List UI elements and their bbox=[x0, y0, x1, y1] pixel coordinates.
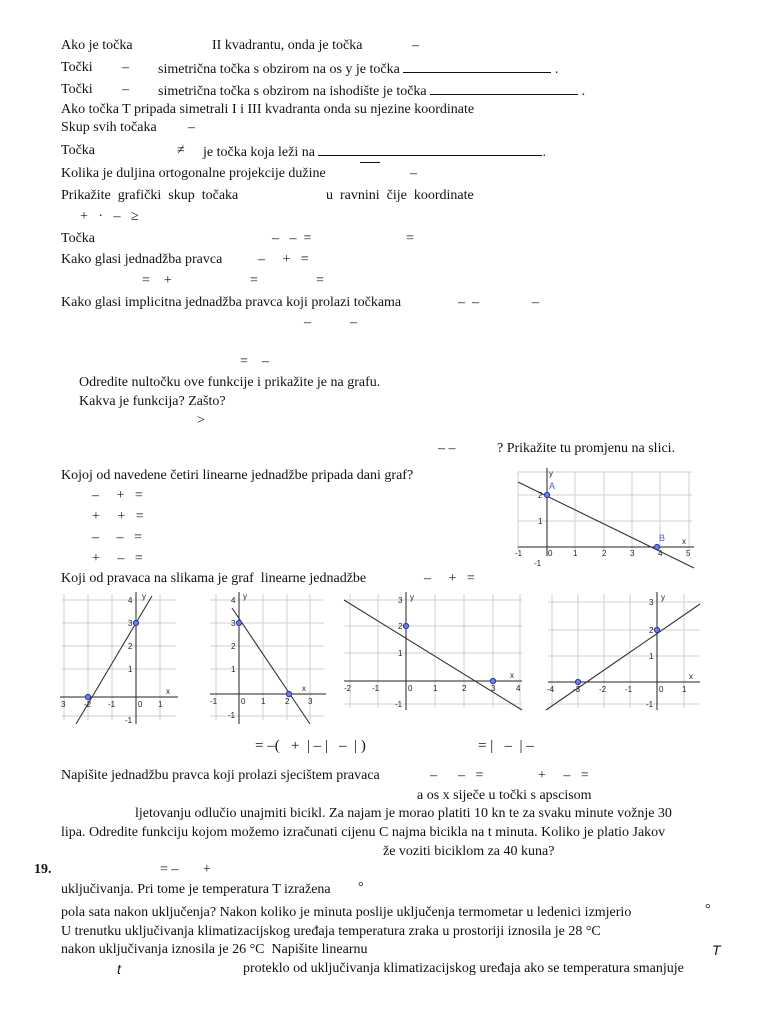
option-d: + – = bbox=[92, 551, 143, 566]
q-line-4: Ako točka T pripada simetrali I i III kvadranta onda su njezine koordinate bbox=[61, 102, 475, 117]
q-line-25b: – + = bbox=[424, 571, 475, 586]
answer-blank[interactable] bbox=[318, 143, 542, 156]
x-tick: -3 bbox=[573, 685, 581, 694]
q-line-36: nakon uključivanja iznosila je 26 °C Napišite linearnu bbox=[61, 942, 368, 957]
y-tick: 3 bbox=[398, 596, 403, 605]
q-line-6c: je točka koja leži na . bbox=[203, 145, 546, 160]
q-line-3b: – bbox=[122, 82, 129, 97]
q-line-2b: – bbox=[122, 60, 129, 75]
graph-4 bbox=[544, 590, 704, 714]
q-line-6: Točka bbox=[61, 143, 96, 158]
q-line-1b: II kvadrantu, onda je točka bbox=[212, 38, 363, 53]
y-axis-label: y bbox=[410, 593, 414, 602]
q-line-1c: – bbox=[412, 38, 419, 53]
q-line-27b: – – = bbox=[430, 768, 484, 783]
q-line-11: Kako glasi jednadžba pravca bbox=[61, 252, 223, 267]
x-tick: 0 bbox=[241, 697, 246, 706]
answer-blank[interactable] bbox=[430, 82, 578, 95]
q-line-3c: simetrična točka s obzirom na ishodište je točka . bbox=[158, 84, 586, 99]
option-b: + + = bbox=[92, 509, 144, 524]
graph-3 bbox=[340, 590, 524, 714]
q-line-18: > bbox=[197, 413, 205, 428]
q-line-12: = + bbox=[142, 273, 172, 288]
q-line-10c: = bbox=[406, 231, 414, 246]
q-line-28: a os x siječe u točki s apscisom bbox=[417, 788, 592, 803]
x-tick: 2 bbox=[462, 684, 467, 693]
q-line-14b: – bbox=[350, 315, 357, 330]
x-tick: -1 bbox=[108, 700, 116, 709]
point-a-label: A bbox=[549, 481, 556, 491]
x-tick: 2 bbox=[602, 549, 607, 558]
q-line-17: Kakva je funkcija? Zašto? bbox=[79, 394, 226, 409]
degree-mark-2: ° bbox=[705, 902, 711, 917]
y-tick: -1 bbox=[646, 700, 654, 709]
x-tick: 3 bbox=[491, 684, 496, 693]
x-tick: 3 bbox=[61, 700, 66, 709]
graph-3-y-intercept bbox=[403, 623, 408, 628]
y-tick: 2 bbox=[398, 622, 403, 631]
q-line-13: Kako glasi implicitna jednadžba pravca koji prolazi točkama bbox=[61, 295, 402, 310]
q-line-7: Kolika je duljina ortogonalne projekcije dužine bbox=[61, 166, 326, 181]
y-tick: 1 bbox=[538, 517, 543, 526]
q-line-15: = – bbox=[240, 354, 269, 369]
x-axis-label: x bbox=[302, 684, 306, 693]
q-line-9: + · – ≥ bbox=[80, 209, 139, 224]
x-tick: 1 bbox=[261, 697, 266, 706]
y-tick: 2 bbox=[538, 491, 543, 500]
x-tick: 4 bbox=[516, 684, 521, 693]
q-line-37b: proteklo od uključivanja klimatizacijskog uređaja ako se temperatura smanjuje bbox=[243, 961, 684, 976]
y-tick: -1 bbox=[395, 700, 403, 709]
graph-1 bbox=[58, 590, 182, 726]
x-tick: 1 bbox=[433, 684, 438, 693]
graph-4-x-intercept bbox=[575, 679, 580, 684]
q-line-2c: simetrična točka s obzirom na os y je točka . bbox=[158, 62, 559, 77]
x-tick: 0 bbox=[548, 549, 553, 558]
q-line-1: Ako je točka bbox=[61, 38, 133, 53]
main-graph-grid bbox=[518, 472, 692, 550]
var-t-lower: t bbox=[117, 961, 121, 977]
graph-2-x-intercept bbox=[286, 691, 291, 696]
x-tick: 1 bbox=[158, 700, 163, 709]
x-axis-label: x bbox=[689, 672, 693, 681]
main-graph bbox=[510, 464, 700, 572]
x-tick: 2 bbox=[285, 697, 290, 706]
x-axis-label: x bbox=[682, 537, 686, 546]
x-tick: -2 bbox=[84, 700, 92, 709]
x-tick: 0 bbox=[138, 700, 143, 709]
y-tick: 1 bbox=[398, 649, 403, 658]
q-line-26: = –( + | – | – | ) bbox=[255, 738, 366, 754]
graph-1-x-intercept bbox=[85, 694, 90, 699]
option-c: – – = bbox=[92, 530, 142, 545]
q-line-32b: = – + bbox=[160, 862, 211, 877]
y-tick: 1 bbox=[231, 665, 236, 674]
x-axis-label: x bbox=[510, 671, 514, 680]
q-line-31: že voziti biciklom za 40 kuna? bbox=[383, 844, 555, 859]
x-tick: 3 bbox=[308, 697, 313, 706]
point-b-label: B bbox=[659, 533, 666, 543]
q-line-7b: – bbox=[410, 166, 417, 181]
q-line-33: uključivanja. Pri tome je temperatura T izražena bbox=[61, 882, 331, 897]
x-tick: 0 bbox=[659, 685, 664, 694]
q-line-25: Koji od pravaca na slikama je graf linearne jednadžbe bbox=[61, 571, 367, 586]
graph-2-y-intercept bbox=[236, 620, 241, 625]
graph-1-y-intercept bbox=[133, 620, 138, 625]
q-line-6b: ≠ bbox=[177, 143, 185, 158]
q-line-10: Točka bbox=[61, 231, 96, 246]
x-tick: 5 bbox=[686, 549, 691, 558]
y-tick: 3 bbox=[231, 619, 236, 628]
q-line-11b: – + = bbox=[258, 252, 309, 267]
q-line-34: pola sata nakon uključenja? Nakon koliko je minuta poslije uključenja termometar u ledenici izmjerio bbox=[61, 905, 632, 920]
x-tick: 3 bbox=[630, 549, 635, 558]
x-tick: -1 bbox=[625, 685, 633, 694]
var-t-upper: T bbox=[712, 942, 721, 958]
option-a: – + = bbox=[92, 488, 143, 503]
x-tick: -1 bbox=[210, 697, 218, 706]
point-a bbox=[544, 492, 549, 497]
y-tick: -1 bbox=[228, 711, 236, 720]
x-tick: 4 bbox=[658, 549, 663, 558]
x-axis-label: x bbox=[166, 687, 170, 696]
y-tick: 1 bbox=[128, 665, 133, 674]
q-line-16: Odredite nultočku ove funkcije i prikažite je na grafu. bbox=[79, 375, 381, 390]
q-line-5b: – bbox=[188, 120, 195, 135]
degree-mark: ° bbox=[358, 880, 364, 895]
q-line-3: Točki bbox=[61, 82, 93, 97]
q-line-12b: = bbox=[250, 273, 258, 288]
question-number: 19. bbox=[34, 862, 52, 877]
x-tick: -1 bbox=[515, 549, 523, 558]
y-tick: 2 bbox=[128, 642, 133, 651]
y-axis-label: y bbox=[142, 592, 146, 601]
overline-mark bbox=[360, 162, 380, 163]
y-tick: 3 bbox=[649, 598, 654, 607]
y-tick: 3 bbox=[128, 619, 133, 628]
q-line-19b: ? Prikažite tu promjenu na slici. bbox=[497, 441, 676, 456]
q-line-20: Kojoj od navedene četiri linearne jednadžbe pripada dani graf? bbox=[61, 468, 414, 483]
y-axis-label: y bbox=[243, 592, 247, 601]
q-line-12c: = bbox=[316, 273, 324, 288]
y-axis-label: y bbox=[549, 469, 553, 478]
y-tick: 4 bbox=[231, 596, 236, 605]
graph-3-x-intercept bbox=[490, 678, 495, 683]
answer-blank[interactable] bbox=[403, 60, 551, 73]
q-line-2: Točki bbox=[61, 60, 93, 75]
x-tick: 0 bbox=[408, 684, 413, 693]
q-line-30: lipa. Odredite funkciju kojom možemo izračunati cijenu C najma bicikla na t minuta. Koliko je platio Jakov bbox=[61, 825, 666, 840]
x-tick: -1 bbox=[372, 684, 380, 693]
y-tick: 2 bbox=[649, 626, 654, 635]
x-tick: -4 bbox=[547, 685, 555, 694]
y-axis-label: y bbox=[661, 593, 665, 602]
q-line-13c: – bbox=[532, 295, 539, 310]
q-line-35: U trenutku uključivanja klimatizacijskog uređaja temperatura zraka u prostoriji iznosila je 28 °C bbox=[61, 924, 601, 939]
q-line-8b: u ravnini čije koordinate bbox=[326, 188, 474, 203]
q-line-10b: – – = bbox=[272, 231, 312, 246]
y-tick: 2 bbox=[231, 642, 236, 651]
q-line-5: Skup svih točaka bbox=[61, 120, 157, 135]
x-tick: 1 bbox=[573, 549, 578, 558]
y-tick: -1 bbox=[534, 559, 542, 568]
q-line-29: ljetovanju odlučio unajmiti bicikl. Za najam je morao platiti 10 kn te za svaku minute vožnje 30 bbox=[135, 806, 672, 821]
x-tick: -2 bbox=[599, 685, 607, 694]
q-line-19: – – bbox=[438, 441, 456, 456]
x-tick: -2 bbox=[344, 684, 352, 693]
q-line-27c: + – = bbox=[538, 768, 589, 783]
y-tick: 4 bbox=[128, 596, 133, 605]
graph-4-y-intercept bbox=[654, 627, 659, 632]
graph-2 bbox=[206, 590, 330, 726]
q-line-14: – bbox=[304, 315, 311, 330]
x-tick: 1 bbox=[682, 685, 687, 694]
q-line-27: Napišite jednadžbu pravca koji prolazi sjecištem pravaca bbox=[61, 768, 380, 783]
y-tick: 1 bbox=[649, 652, 654, 661]
y-tick: -1 bbox=[125, 716, 133, 725]
q-line-26b: = | – | – bbox=[478, 738, 534, 754]
q-line-8: Prikažite grafički skup točaka bbox=[61, 188, 239, 203]
q-line-13b: – – bbox=[458, 295, 479, 310]
